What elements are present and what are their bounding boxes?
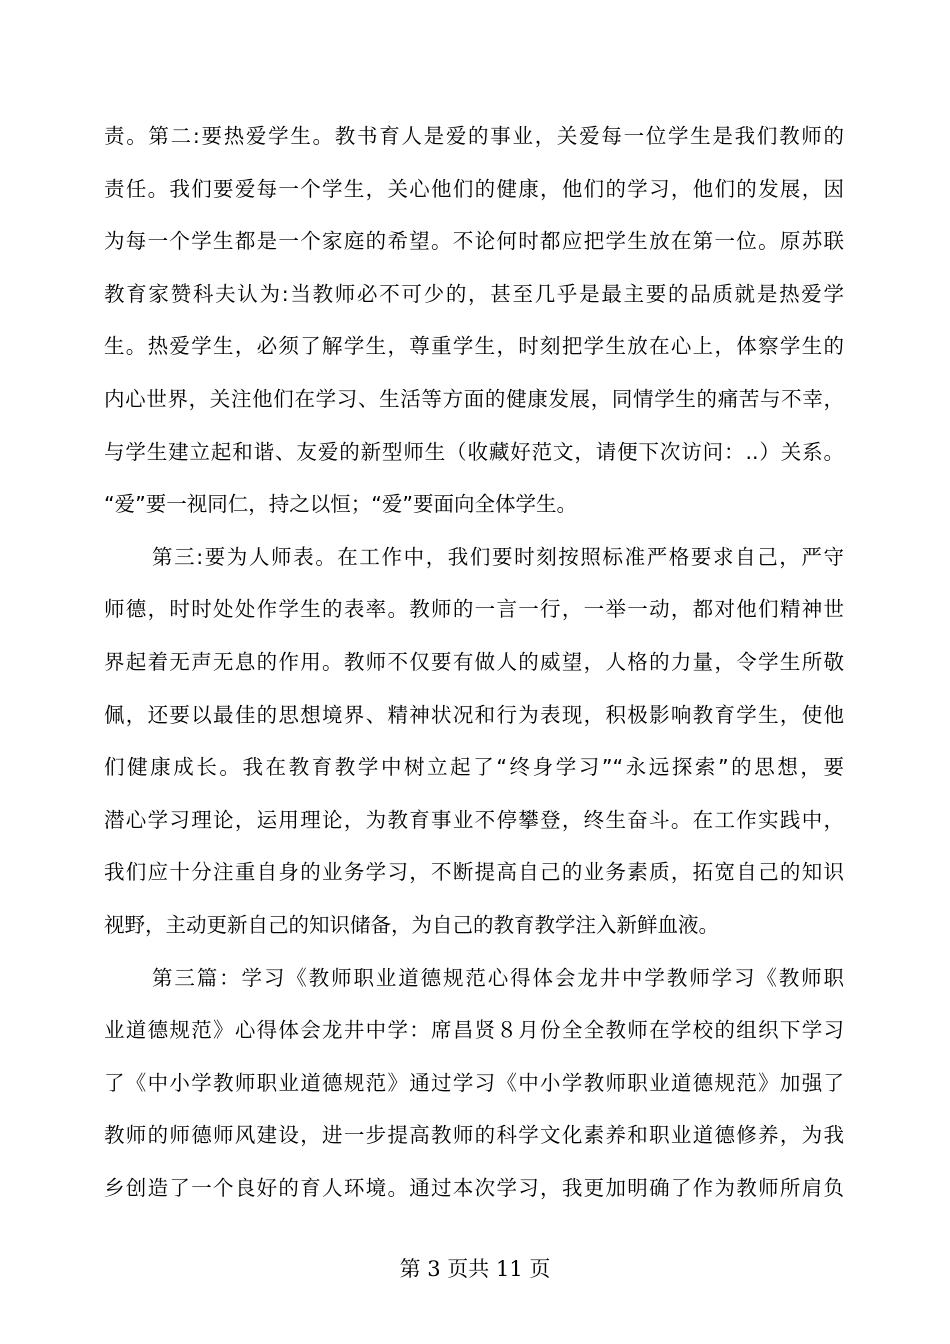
- text-line: “爱”要一视同仁，持之以恒；“爱”要面向全体学生。: [104, 492, 577, 517]
- text-line: 们健康成长。我在教育教学中树立起了“终身学习”“永远探索”的思想，要: [104, 755, 844, 780]
- text-line: 第三:要为人师表。在工作中，我们要时刻按照标准严格要求自己，严守: [152, 544, 844, 569]
- text-line: 视野，主动更新自己的知识储备，为自己的教育教学注入新鲜血液。: [104, 912, 719, 937]
- page-footer: 第 3 页共 11 页: [399, 1257, 551, 1281]
- text-line: 佩，还要以最佳的思想境界、精神状况和行为表现，积极影响教育学生，使他: [104, 702, 844, 727]
- text-line: 乡创造了一个良好的育人环境。通过本次学习，我更加明确了作为教师所肩负: [104, 1175, 844, 1200]
- text-line: 为每一个学生都是一个家庭的希望。不论何时都应把学生放在第一位。原苏联: [104, 229, 844, 254]
- text-line: 师德，时时处处作学生的表率。教师的一言一行，一举一动，都对他们精神世: [104, 597, 844, 622]
- text-line: 界起着无声无息的作用。教师不仅要有做人的威望，人格的力量，令学生所敬: [104, 649, 844, 674]
- text-line: 与学生建立起和谐、友爱的新型师生（收藏好范文，请便下次访问：..）关系。: [104, 439, 844, 464]
- text-line: 责任。我们要爱每一个学生，关心他们的健康，他们的学习，他们的发展，因: [104, 176, 844, 201]
- text-line: 教师的师德师风建设，进一步提高教师的科学文化素养和职业道德修养，为我: [104, 1123, 844, 1148]
- text-line: 第三篇：学习《教师职业道德规范心得体会龙井中学教师学习《教师职: [152, 965, 844, 990]
- text-line: 我们应十分注重自身的业务学习，不断提高自己的业务素质，拓宽自己的知识: [104, 860, 844, 885]
- text-line: 了《中小学教师职业道德规范》通过学习《中小学教师职业道德规范》加强了: [104, 1070, 844, 1095]
- text-line: 内心世界，关注他们在学习、生活等方面的健康发展，同情学生的痛苦与不幸，: [104, 386, 844, 411]
- text-line: 业道德规范》心得体会龙井中学：席昌贤８月份全全教师在学校的组织下学习: [104, 1018, 844, 1043]
- text-line: 责。第二:要热爱学生。教书育人是爱的事业，关爱每一位学生是我们教师的: [104, 124, 844, 148]
- document-body: [104, 110, 844, 1214]
- text-line: 潜心学习理论，运用理论，为教育事业不停攀登，终生奋斗。在工作实践中，: [104, 807, 844, 832]
- text-line: 生。热爱学生，必须了解学生，尊重学生，时刻把学生放在心上，体察学生的: [104, 334, 844, 359]
- text-line: 教育家赞科夫认为:当教师必不可少的，甚至几乎是最主要的品质就是热爱学: [104, 281, 844, 306]
